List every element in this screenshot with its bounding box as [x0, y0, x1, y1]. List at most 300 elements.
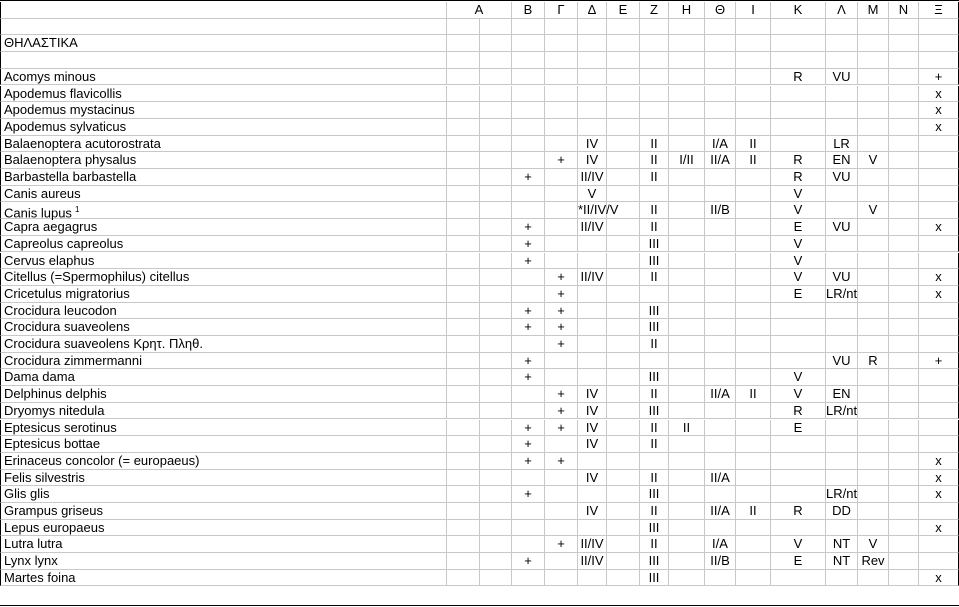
status-cell[interactable] — [607, 403, 640, 420]
status-cell[interactable] — [771, 319, 826, 336]
status-cell[interactable] — [889, 553, 919, 570]
species-name[interactable] — [0, 420, 447, 437]
status-cell[interactable] — [669, 202, 705, 219]
status-cell[interactable]: LR/nt — [826, 285, 858, 301]
status-cell[interactable] — [858, 286, 889, 303]
status-cell[interactable]: IV — [578, 436, 607, 453]
empty-cell[interactable] — [447, 420, 480, 437]
status-cell[interactable] — [669, 503, 705, 520]
status-cell[interactable] — [919, 536, 959, 553]
status-cell[interactable]: V — [858, 536, 889, 553]
status-cell[interactable]: II/IV — [578, 553, 607, 570]
species-name[interactable] — [0, 102, 447, 119]
status-cell[interactable] — [480, 369, 512, 386]
status-cell[interactable] — [826, 236, 858, 253]
status-cell[interactable] — [640, 119, 669, 136]
status-cell[interactable] — [858, 269, 889, 286]
status-cell[interactable] — [480, 336, 512, 353]
status-cell[interactable] — [578, 119, 607, 136]
status-cell[interactable] — [669, 169, 705, 186]
species-name[interactable] — [0, 219, 447, 236]
status-cell[interactable] — [480, 86, 512, 103]
status-cell[interactable] — [771, 303, 826, 320]
status-cell[interactable] — [669, 69, 705, 86]
status-cell[interactable] — [480, 503, 512, 520]
status-cell[interactable] — [889, 486, 919, 503]
status-cell[interactable] — [919, 319, 959, 336]
status-cell[interactable]: II/IV — [578, 219, 607, 236]
status-cell[interactable] — [669, 486, 705, 503]
empty-cell[interactable] — [705, 35, 736, 52]
status-cell[interactable]: x — [919, 453, 959, 470]
status-cell[interactable] — [480, 136, 512, 153]
status-cell[interactable] — [858, 453, 889, 470]
empty-cell[interactable] — [447, 86, 480, 103]
status-cell[interactable] — [858, 403, 889, 420]
status-cell[interactable] — [545, 186, 578, 203]
empty-cell[interactable] — [447, 536, 480, 553]
status-cell[interactable]: II — [640, 136, 669, 153]
status-cell[interactable] — [858, 253, 889, 270]
status-cell[interactable]: IV — [578, 420, 607, 437]
status-cell[interactable] — [889, 336, 919, 353]
status-cell[interactable] — [889, 286, 919, 303]
species-name[interactable] — [0, 69, 447, 86]
status-cell[interactable]: + — [512, 219, 545, 236]
status-cell[interactable] — [771, 470, 826, 487]
column-letter-5[interactable]: Ε — [607, 2, 640, 19]
status-cell[interactable] — [607, 420, 640, 437]
empty-cell[interactable] — [705, 52, 736, 69]
status-cell[interactable] — [578, 453, 607, 470]
empty-cell[interactable] — [447, 353, 480, 370]
status-cell[interactable] — [607, 236, 640, 253]
status-cell[interactable] — [771, 336, 826, 353]
status-cell[interactable] — [858, 69, 889, 86]
status-cell[interactable] — [669, 269, 705, 286]
status-cell[interactable]: + — [545, 403, 578, 420]
status-cell[interactable] — [705, 436, 736, 453]
status-cell[interactable] — [669, 403, 705, 420]
status-cell[interactable] — [736, 286, 771, 303]
status-cell[interactable]: E — [771, 553, 826, 570]
status-cell[interactable]: R — [771, 169, 826, 186]
status-cell[interactable] — [889, 470, 919, 487]
status-cell[interactable]: EN — [826, 386, 858, 403]
status-cell[interactable]: I/A — [705, 536, 736, 553]
empty-cell[interactable] — [640, 35, 669, 52]
species-name[interactable] — [0, 386, 447, 403]
status-cell[interactable]: V — [771, 236, 826, 253]
status-cell[interactable] — [512, 403, 545, 420]
empty-cell[interactable] — [512, 52, 545, 69]
status-cell[interactable] — [736, 69, 771, 86]
status-cell[interactable]: II — [640, 436, 669, 453]
status-cell[interactable] — [858, 420, 889, 437]
status-cell[interactable] — [919, 186, 959, 203]
status-cell[interactable] — [669, 336, 705, 353]
status-cell[interactable]: VU — [826, 169, 858, 186]
status-cell[interactable] — [771, 102, 826, 119]
status-cell[interactable] — [640, 186, 669, 203]
status-cell[interactable] — [545, 102, 578, 119]
status-cell[interactable]: II — [736, 152, 771, 169]
status-cell[interactable] — [512, 69, 545, 86]
status-cell[interactable] — [607, 536, 640, 553]
status-cell[interactable] — [889, 169, 919, 186]
empty-cell[interactable] — [447, 269, 480, 286]
empty-cell[interactable] — [447, 219, 480, 236]
status-cell[interactable] — [669, 536, 705, 553]
species-name[interactable] — [0, 236, 447, 253]
status-cell[interactable] — [512, 152, 545, 169]
empty-cell[interactable] — [771, 35, 826, 52]
empty-cell[interactable] — [826, 19, 858, 36]
status-cell[interactable] — [512, 102, 545, 119]
status-cell[interactable] — [607, 186, 640, 203]
status-cell[interactable] — [607, 386, 640, 403]
empty-cell[interactable] — [447, 369, 480, 386]
column-letter-3[interactable]: Γ — [545, 2, 578, 19]
status-cell[interactable]: II — [640, 470, 669, 487]
status-cell[interactable]: III — [640, 486, 669, 503]
status-cell[interactable]: x — [919, 570, 959, 587]
status-cell[interactable] — [578, 236, 607, 253]
species-name[interactable] — [0, 453, 447, 470]
status-cell[interactable] — [669, 119, 705, 136]
status-cell[interactable] — [607, 303, 640, 320]
status-cell[interactable] — [607, 219, 640, 236]
column-letter-11[interactable]: Λ — [826, 2, 858, 19]
empty-cell[interactable] — [447, 69, 480, 86]
status-cell[interactable] — [889, 69, 919, 86]
status-cell[interactable] — [919, 236, 959, 253]
status-cell[interactable] — [858, 303, 889, 320]
status-cell[interactable] — [607, 353, 640, 370]
status-cell[interactable] — [607, 286, 640, 303]
status-cell[interactable] — [480, 253, 512, 270]
empty-cell[interactable] — [669, 52, 705, 69]
column-letter-13[interactable]: Ν — [889, 2, 919, 19]
status-cell[interactable]: x — [919, 470, 959, 487]
status-cell[interactable] — [669, 186, 705, 203]
empty-cell[interactable] — [578, 35, 607, 52]
species-name[interactable] — [0, 570, 447, 587]
status-cell[interactable] — [480, 403, 512, 420]
empty-cell[interactable] — [607, 35, 640, 52]
status-cell[interactable] — [545, 369, 578, 386]
status-cell[interactable]: IV — [578, 152, 607, 169]
column-letter-12[interactable]: Μ — [858, 2, 889, 19]
status-cell[interactable] — [826, 202, 858, 219]
status-cell[interactable] — [545, 253, 578, 270]
status-cell[interactable] — [480, 69, 512, 86]
status-cell[interactable] — [578, 86, 607, 103]
status-cell[interactable] — [736, 319, 771, 336]
status-cell[interactable] — [705, 69, 736, 86]
empty-cell[interactable] — [669, 35, 705, 52]
status-cell[interactable] — [858, 436, 889, 453]
status-cell[interactable] — [480, 353, 512, 370]
status-cell[interactable] — [480, 269, 512, 286]
species-name[interactable] — [0, 253, 447, 270]
empty-cell[interactable] — [447, 186, 480, 203]
status-cell[interactable] — [705, 353, 736, 370]
status-cell[interactable] — [669, 102, 705, 119]
empty-cell[interactable] — [607, 19, 640, 36]
empty-cell[interactable] — [545, 52, 578, 69]
status-cell[interactable] — [545, 520, 578, 537]
status-cell[interactable] — [545, 219, 578, 236]
status-cell[interactable] — [826, 186, 858, 203]
status-cell[interactable]: x — [919, 286, 959, 303]
status-cell[interactable] — [669, 436, 705, 453]
status-cell[interactable] — [889, 319, 919, 336]
empty-cell[interactable] — [447, 336, 480, 353]
status-cell[interactable]: R — [771, 152, 826, 169]
status-cell[interactable]: II/A — [705, 152, 736, 169]
status-cell[interactable]: VU — [826, 219, 858, 236]
empty-cell[interactable] — [447, 303, 480, 320]
empty-cell[interactable] — [640, 52, 669, 69]
status-cell[interactable] — [578, 286, 607, 303]
species-name[interactable] — [0, 403, 447, 420]
status-cell[interactable] — [736, 219, 771, 236]
empty-cell[interactable] — [447, 102, 480, 119]
status-cell[interactable] — [889, 453, 919, 470]
species-name[interactable] — [0, 436, 447, 453]
status-cell[interactable] — [669, 236, 705, 253]
status-cell[interactable] — [736, 86, 771, 103]
status-cell[interactable]: x — [919, 520, 959, 537]
empty-cell[interactable] — [545, 19, 578, 36]
status-cell[interactable] — [578, 486, 607, 503]
status-cell[interactable] — [858, 119, 889, 136]
status-cell[interactable]: II — [736, 386, 771, 403]
status-cell[interactable] — [858, 102, 889, 119]
empty-cell[interactable] — [447, 403, 480, 420]
empty-cell[interactable] — [771, 19, 826, 36]
status-cell[interactable] — [858, 319, 889, 336]
status-cell[interactable]: + — [545, 303, 578, 320]
status-cell[interactable] — [705, 336, 736, 353]
empty-cell[interactable] — [736, 19, 771, 36]
species-name[interactable] — [0, 286, 447, 303]
status-cell[interactable]: + — [545, 386, 578, 403]
status-cell[interactable] — [607, 486, 640, 503]
status-cell[interactable]: II — [640, 420, 669, 437]
status-cell[interactable] — [545, 436, 578, 453]
status-cell[interactable] — [669, 86, 705, 103]
status-cell[interactable] — [858, 503, 889, 520]
status-cell[interactable] — [705, 169, 736, 186]
status-cell[interactable] — [736, 403, 771, 420]
status-cell[interactable] — [736, 470, 771, 487]
status-cell[interactable] — [826, 303, 858, 320]
status-cell[interactable] — [669, 286, 705, 303]
status-cell[interactable]: II/A — [705, 386, 736, 403]
empty-cell[interactable] — [447, 253, 480, 270]
empty-cell[interactable] — [705, 19, 736, 36]
status-cell[interactable]: + — [545, 420, 578, 437]
status-cell[interactable] — [889, 503, 919, 520]
status-cell[interactable]: II — [640, 269, 669, 286]
status-cell[interactable] — [736, 303, 771, 320]
status-cell[interactable] — [826, 319, 858, 336]
status-cell[interactable] — [669, 570, 705, 587]
header-blank-cell[interactable] — [0, 2, 447, 19]
status-cell[interactable] — [736, 202, 771, 219]
status-cell[interactable] — [669, 470, 705, 487]
status-cell[interactable] — [607, 269, 640, 286]
status-cell[interactable] — [480, 303, 512, 320]
status-cell[interactable]: x — [919, 86, 959, 103]
status-cell[interactable] — [512, 336, 545, 353]
status-cell[interactable] — [480, 570, 512, 587]
status-cell[interactable] — [889, 570, 919, 587]
status-cell[interactable] — [512, 86, 545, 103]
status-cell[interactable]: V — [771, 386, 826, 403]
status-cell[interactable] — [669, 136, 705, 153]
empty-cell[interactable] — [447, 35, 480, 52]
status-cell[interactable] — [705, 219, 736, 236]
status-cell[interactable] — [607, 102, 640, 119]
empty-cell[interactable] — [480, 19, 512, 36]
status-cell[interactable]: I/II — [669, 152, 705, 169]
status-cell[interactable] — [480, 219, 512, 236]
status-cell[interactable] — [736, 236, 771, 253]
status-cell[interactable]: + — [545, 319, 578, 336]
species-name[interactable] — [0, 303, 447, 320]
status-cell[interactable] — [640, 453, 669, 470]
status-cell[interactable] — [771, 486, 826, 503]
status-cell[interactable] — [578, 570, 607, 587]
species-name[interactable] — [0, 152, 447, 169]
status-cell[interactable] — [919, 303, 959, 320]
status-cell[interactable] — [512, 286, 545, 303]
empty-cell[interactable] — [447, 169, 480, 186]
status-cell[interactable]: II — [640, 536, 669, 553]
empty-cell[interactable] — [447, 386, 480, 403]
empty-cell[interactable] — [889, 35, 919, 52]
status-cell[interactable] — [889, 303, 919, 320]
status-cell[interactable] — [736, 453, 771, 470]
status-cell[interactable]: + — [919, 69, 959, 86]
status-cell[interactable] — [480, 486, 512, 503]
status-cell[interactable] — [858, 186, 889, 203]
status-cell[interactable]: III — [640, 570, 669, 587]
status-cell[interactable] — [705, 486, 736, 503]
status-cell[interactable]: + — [545, 152, 578, 169]
empty-cell[interactable] — [512, 35, 545, 52]
status-cell[interactable] — [480, 470, 512, 487]
status-cell[interactable] — [919, 386, 959, 403]
status-cell[interactable] — [545, 86, 578, 103]
status-cell[interactable]: III — [640, 553, 669, 570]
status-cell[interactable] — [480, 319, 512, 336]
status-cell[interactable] — [578, 303, 607, 320]
status-cell[interactable]: II — [640, 386, 669, 403]
status-cell[interactable] — [858, 570, 889, 587]
status-cell[interactable] — [771, 119, 826, 136]
status-cell[interactable]: + — [545, 536, 578, 553]
empty-cell[interactable] — [447, 319, 480, 336]
status-cell[interactable] — [607, 202, 640, 219]
status-cell[interactable] — [736, 553, 771, 570]
status-cell[interactable]: II — [640, 152, 669, 169]
status-cell[interactable] — [736, 486, 771, 503]
species-name[interactable] — [0, 136, 447, 153]
species-name[interactable] — [0, 336, 447, 353]
status-cell[interactable]: + — [512, 169, 545, 186]
status-cell[interactable] — [919, 336, 959, 353]
status-cell[interactable] — [607, 119, 640, 136]
status-cell[interactable]: V — [858, 152, 889, 169]
status-cell[interactable]: VU — [826, 269, 858, 286]
empty-cell[interactable] — [447, 553, 480, 570]
status-cell[interactable] — [858, 336, 889, 353]
status-cell[interactable] — [705, 269, 736, 286]
status-cell[interactable]: IV — [578, 386, 607, 403]
status-cell[interactable] — [607, 369, 640, 386]
species-name[interactable] — [0, 169, 447, 186]
status-cell[interactable] — [705, 420, 736, 437]
empty-cell[interactable] — [447, 503, 480, 520]
status-cell[interactable] — [705, 119, 736, 136]
status-cell[interactable] — [889, 420, 919, 437]
status-cell[interactable]: + — [512, 420, 545, 437]
status-cell[interactable] — [512, 470, 545, 487]
status-cell[interactable]: II/IV — [578, 536, 607, 553]
status-cell[interactable] — [826, 453, 858, 470]
status-cell[interactable]: V — [771, 369, 826, 386]
status-cell[interactable] — [640, 102, 669, 119]
status-cell[interactable] — [826, 119, 858, 136]
status-cell[interactable]: + — [512, 236, 545, 253]
status-cell[interactable] — [512, 386, 545, 403]
status-cell[interactable] — [889, 152, 919, 169]
status-cell[interactable]: III — [640, 319, 669, 336]
empty-cell[interactable] — [578, 52, 607, 69]
species-name[interactable] — [0, 353, 447, 370]
status-cell[interactable] — [858, 86, 889, 103]
status-cell[interactable] — [705, 186, 736, 203]
empty-cell[interactable] — [447, 453, 480, 470]
status-cell[interactable]: II/A — [705, 470, 736, 487]
status-cell[interactable] — [771, 136, 826, 153]
species-name[interactable] — [0, 369, 447, 386]
status-cell[interactable]: + — [545, 286, 578, 303]
status-cell[interactable] — [512, 202, 545, 219]
status-cell[interactable] — [607, 470, 640, 487]
status-cell[interactable]: V — [771, 253, 826, 270]
status-cell[interactable] — [545, 69, 578, 86]
status-cell[interactable] — [607, 436, 640, 453]
column-letter-6[interactable]: Ζ — [640, 2, 669, 19]
empty-cell[interactable] — [826, 52, 858, 69]
status-cell[interactable] — [705, 286, 736, 303]
status-cell[interactable] — [736, 420, 771, 437]
status-cell[interactable] — [889, 353, 919, 370]
species-name[interactable] — [0, 202, 447, 219]
empty-cell[interactable] — [578, 19, 607, 36]
status-cell[interactable]: + — [545, 269, 578, 286]
status-cell[interactable] — [889, 186, 919, 203]
status-cell[interactable] — [480, 553, 512, 570]
status-cell[interactable] — [858, 520, 889, 537]
status-cell[interactable] — [858, 169, 889, 186]
empty-cell[interactable] — [512, 19, 545, 36]
